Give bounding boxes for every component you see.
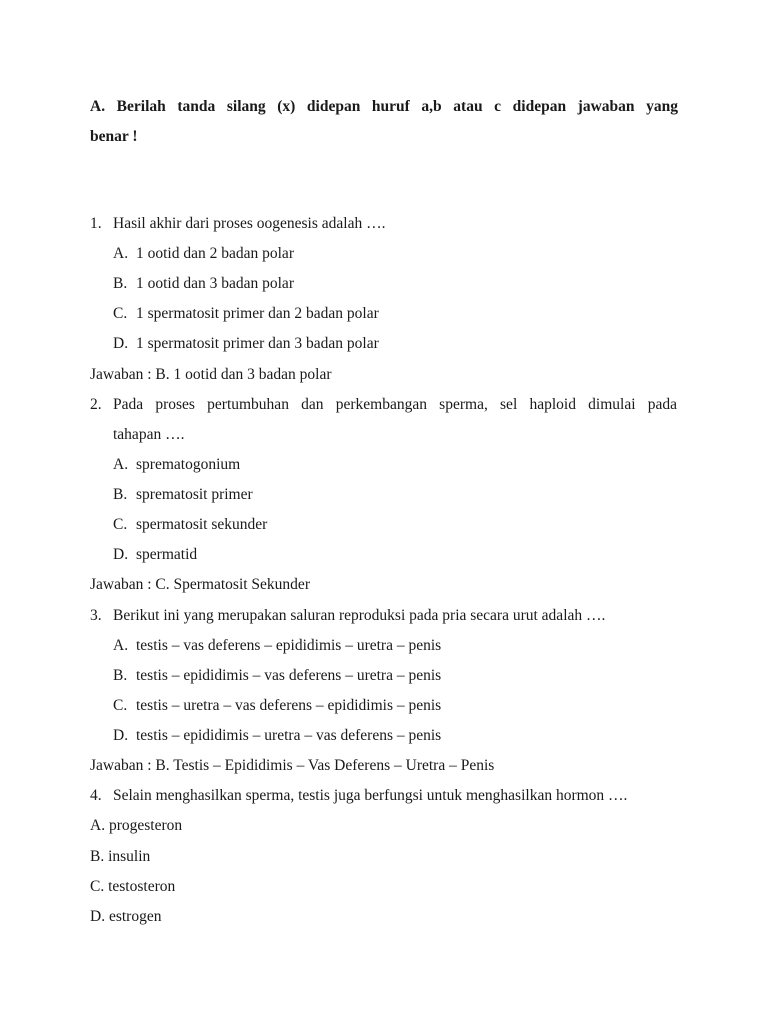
answer-line: Jawaban : B. Testis – Epididimis – Vas Deferens – Uretra – Penis [90, 757, 495, 774]
question-text: Selain menghasilkan sperma, testis juga berfungsi untuk menghasilkan hormon …. [113, 787, 628, 804]
option-letter: B. [113, 667, 128, 684]
option-line: B. insulin [90, 848, 151, 865]
option-text: sprematogonium [136, 456, 241, 473]
option-text: testis – epididimis – vas deferens – uretra – penis [136, 667, 442, 684]
option-text: 1 spermatosit primer dan 2 badan polar [136, 305, 379, 322]
option-line: D. estrogen [90, 908, 162, 925]
option-text: 1 ootid dan 3 badan polar [136, 275, 294, 292]
question-number: 2. [90, 396, 102, 413]
option-text: spermatosit sekunder [136, 516, 268, 533]
question-text: Berikut ini yang merupakan saluran reproduksi pada pria secara urut adalah …. [113, 607, 606, 624]
option-text: testis – epididimis – uretra – vas deferens – penis [136, 727, 442, 744]
question-number: 1. [90, 215, 102, 232]
question-text-line-1: Pada proses pertumbuhan dan perkembangan sperma, sel haploid dimulai pada [113, 396, 677, 413]
option-text: 1 ootid dan 2 badan polar [136, 245, 294, 262]
option-letter: B. [113, 275, 128, 292]
option-text: testis – vas deferens – epididimis – uretra – penis [136, 637, 442, 654]
option-text: spermatid [136, 546, 198, 563]
question-number: 4. [90, 787, 102, 804]
answer-line: Jawaban : C. Spermatosit Sekunder [90, 576, 310, 593]
option-line: C. testosteron [90, 878, 176, 895]
question-number: 3. [90, 607, 102, 624]
option-letter: A. [113, 637, 129, 654]
question-text: Hasil akhir dari proses oogenesis adalah …. [113, 215, 386, 232]
option-letter: D. [113, 335, 129, 352]
option-letter: A. [113, 245, 129, 262]
option-letter: C. [113, 305, 128, 322]
question-text-line-2: tahapan …. [113, 426, 185, 443]
option-letter: D. [113, 727, 129, 744]
answer-line: Jawaban : B. 1 ootid dan 3 badan polar [90, 366, 332, 383]
option-text: sprematosit primer [136, 486, 253, 503]
option-letter: B. [113, 486, 128, 503]
option-text: 1 spermatosit primer dan 3 badan polar [136, 335, 379, 352]
option-letter: C. [113, 516, 128, 533]
option-text: testis – uretra – vas deferens – epididimis – penis [136, 697, 442, 714]
instruction-line-1: A. Berilah tanda silang (x) didepan huruf a,b atau c didepan jawaban yang [90, 98, 678, 115]
option-letter: D. [113, 546, 129, 563]
option-letter: C. [113, 697, 128, 714]
option-line: A. progesteron [90, 817, 183, 834]
option-letter: A. [113, 456, 129, 473]
instruction-line-2: benar ! [90, 128, 138, 145]
instruction-heading [90, 92, 678, 152]
